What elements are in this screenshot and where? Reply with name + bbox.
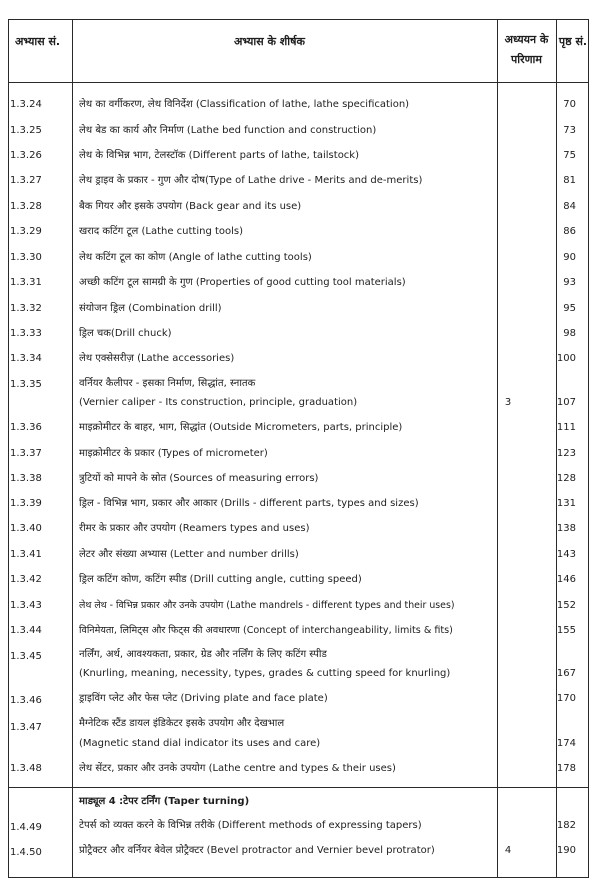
exercise-title: ड्राइविंग प्लेट और फेस प्लेट (Driving plate and face plate)	[79, 693, 328, 704]
exercise-number: 1.3.35	[10, 379, 42, 390]
page-number: 143	[556, 549, 576, 560]
learning-outcome: 3	[504, 397, 512, 408]
header-duration-line1: अध्ययन के	[504, 33, 549, 46]
exercise-number: 1.3.43	[10, 600, 42, 611]
page-number: 128	[556, 473, 576, 484]
header-exercise-title: अभ्यास के शीर्षक	[234, 35, 305, 48]
page-number: 123	[556, 448, 576, 459]
exercise-number: 1.3.25	[10, 125, 42, 136]
exercise-number: 1.4.50	[10, 847, 42, 858]
exercise-number: 1.3.34	[10, 353, 42, 364]
exercise-number: 1.3.32	[10, 303, 42, 314]
exercise-title: प्रोट्रैक्टर और वर्नियर बेवेल प्रोट्रैक्टर (Bevel protractor and Vernier bevel protrator)	[79, 845, 435, 856]
header-duration-line2: परिणाम	[511, 53, 542, 66]
page-number: 86	[563, 226, 576, 237]
exercise-number: 1.3.42	[10, 574, 42, 585]
exercise-number: 1.3.39	[10, 498, 42, 509]
exercise-number: 1.3.47	[10, 722, 42, 733]
exercise-title: संयोजन ड्रिल (Combination drill)	[79, 303, 222, 314]
header-divider	[9, 82, 588, 83]
exercise-title: लेथ बेड का कार्य और निर्माण (Lathe bed function and construction)	[79, 125, 377, 136]
exercise-title: ड्रिल कटिंग कोण, कटिंग स्पीड (Drill cutting angle, cutting speed)	[79, 574, 362, 585]
exercise-title: वर्नियर कैलीपर - इसका निर्माण, सिद्धांत, स्नातक	[79, 378, 256, 389]
exercise-title: माइक्रोमीटर के प्रकार (Types of micrometer)	[79, 448, 268, 459]
page-number: 111	[556, 422, 576, 433]
exercise-title: अच्छी कटिंग टूल सामग्री के गुण (Properties of good cutting tool materials)	[79, 277, 406, 288]
page-number: 170	[556, 693, 576, 704]
page-number: 167	[556, 668, 576, 679]
exercise-number: 1.3.27	[10, 175, 42, 186]
exercise-title: टेपर्स को व्यक्त करने के विभिन्न तरीके (Different methods of expressing tapers)	[79, 820, 422, 831]
exercise-number: 1.3.46	[10, 695, 42, 706]
exercise-title: लेथ एक्सेसरीज़ (Lathe accessories)	[79, 353, 235, 364]
page-number: 100	[556, 353, 576, 364]
exercise-number: 1.3.36	[10, 422, 42, 433]
header-exercise-no: अभ्यास सं.	[15, 35, 61, 48]
exercise-number: 1.3.48	[10, 763, 42, 774]
page-number: 174	[556, 738, 576, 749]
exercise-number: 1.3.33	[10, 328, 42, 339]
exercise-title: लेथ लेथ - विभिन्न प्रकार और उनके उपयोग (Lathe mandrels - different types and their uses)	[79, 600, 455, 611]
exercise-title: लेथ कटिंग टूल का कोण (Angle of lathe cutting tools)	[79, 252, 312, 263]
exercise-number: 1.3.31	[10, 277, 42, 288]
page-number: 146	[556, 574, 576, 585]
learning-outcome: 4	[504, 845, 512, 856]
page-number: 93	[563, 277, 576, 288]
exercise-number: 1.3.44	[10, 625, 42, 636]
page-number: 155	[556, 625, 576, 636]
exercise-number: 1.3.41	[10, 549, 42, 560]
module-heading: माड्यूल 4 :टेपर टर्निंग (Taper turning)	[79, 796, 250, 807]
exercise-title: ड्रिल - विभिन्न भाग, प्रकार और आकार (Drills - different parts, types and sizes)	[79, 498, 419, 509]
exercise-title: मैग्नेटिक स्टैंड डायल इंडिकेटर इसके उपयोग और देखभाल	[79, 718, 285, 729]
exercise-number: 1.3.30	[10, 252, 42, 263]
exercise-title: ड्रिल चक(Drill chuck)	[79, 328, 172, 339]
module-divider	[9, 787, 588, 788]
page-number: 138	[556, 523, 576, 534]
exercise-title-english: (Vernier caliper - Its construction, principle, graduation)	[79, 397, 358, 408]
page-number: 107	[556, 397, 576, 408]
page-number: 73	[563, 125, 576, 136]
column-divider	[72, 20, 73, 877]
page-number: 81	[563, 175, 576, 186]
page-number: 84	[563, 201, 576, 212]
exercise-title: नर्लिंग, अर्थ, आवश्यकता, प्रकार, ग्रेड और नर्लिंग के लिए कटिंग स्पीड	[79, 649, 327, 660]
page-number: 70	[563, 99, 576, 110]
exercise-title: लेथ सेंटर, प्रकार और उनके उपयोग (Lathe centre and types & their uses)	[79, 763, 396, 774]
page-number: 75	[563, 150, 576, 161]
column-divider	[497, 20, 498, 877]
header-page-no: पृष्ठ सं.	[558, 35, 588, 48]
exercise-title: लेटर और संख्या अभ्यास (Letter and number drills)	[79, 549, 299, 560]
exercise-number: 1.3.45	[10, 651, 42, 662]
exercise-title: लेथ का वर्गीकरण, लेथ विनिर्देश (Classification of lathe, lathe specification)	[79, 99, 410, 110]
exercise-number: 1.3.24	[10, 99, 42, 110]
page-number: 190	[556, 845, 576, 856]
page-number: 90	[563, 252, 576, 263]
exercise-title: बैक गियर और इसके उपयोग (Back gear and its use)	[79, 201, 302, 212]
page-number: 95	[563, 303, 576, 314]
exercise-title: विनिमेयता, लिमिट्स और फिट्स की अवधारणा (Concept of interchangeability, limits & fits)	[79, 625, 453, 636]
exercise-number: 1.3.29	[10, 226, 42, 237]
exercise-number: 1.3.37	[10, 448, 42, 459]
exercise-number: 1.4.49	[10, 822, 42, 833]
exercise-title: खराद कटिंग टूल (Lathe cutting tools)	[79, 226, 244, 237]
exercise-number: 1.3.28	[10, 201, 42, 212]
page-number: 131	[556, 498, 576, 509]
exercise-number: 1.3.26	[10, 150, 42, 161]
page-number: 178	[556, 763, 576, 774]
exercise-title: लेथ ड्राइव के प्रकार - गुण और दोष(Type of Lathe drive - Merits and de-merits)	[79, 175, 423, 186]
page-number: 98	[563, 328, 576, 339]
page-number: 152	[556, 600, 576, 611]
exercise-number: 1.3.38	[10, 473, 42, 484]
exercise-title: लेथ के विभिन्न भाग, टेलस्टॉक (Different parts of lathe, tailstock)	[79, 150, 359, 161]
exercise-title: रीमर के प्रकार और उपयोग (Reamers types and uses)	[79, 523, 310, 534]
page-number: 182	[556, 820, 576, 831]
exercise-title: त्रुटियों को मापने के स्रोत (Sources of measuring errors)	[79, 473, 319, 484]
exercise-number: 1.3.40	[10, 523, 42, 534]
exercise-title-english: (Knurling, meaning, necessity, types, grades & cutting speed for knurling)	[79, 668, 451, 679]
exercise-title-english: (Magnetic stand dial indicator its uses and care)	[79, 738, 321, 749]
exercise-title: माइक्रोमीटर के बाहर, भाग, सिद्धांत (Outside Micrometers, parts, principle)	[79, 422, 403, 433]
